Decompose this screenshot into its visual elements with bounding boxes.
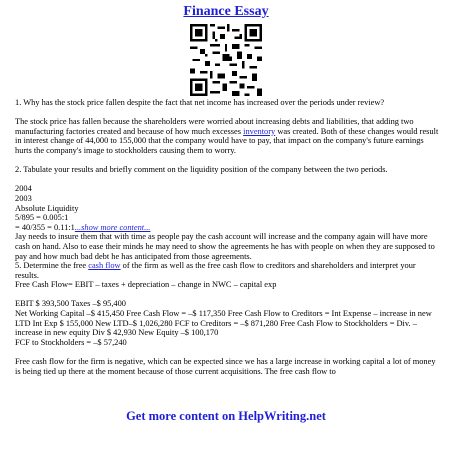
calculation-block: Net Working Capital –$ 415,450 Free Cash Flow = –$ 117,350 Free Cash Flow to Creditors = Int Expense – increase in new LTD Int Exp $ 155,000 New LTD–$ 1,026,280 FCF to Creditors = –$ 871,280 Free Cash Flow to Stockholders = Div. – increase in new equity Div $ 42,930 New Equity –$ 100,170 xyxy=(15,309,432,338)
question-5 xyxy=(15,261,439,280)
year-2004: 2004 xyxy=(15,184,32,194)
ratio-2004: 5/895 = 0.005:1 xyxy=(15,213,69,223)
answer-1-text-cont: was created. Both of these changes would result in interest change of 44,000 to 155,000 that the company would have to pay, that impact on the company's future earnings hurts the company's image to stockholders causing them to worry. xyxy=(15,126,439,155)
question-2: 2. Tabulate your results and briefly comment on the liquidity position of the company between the two periods. xyxy=(15,165,388,175)
title-link[interactable]: Finance Essay xyxy=(183,4,269,19)
paragraph-jay: Jay needs to insure them that with time as people pay the cash account will increase and the company again will have more cash on hand. Also to ease their minds he may need to show the agreements he has with people on when they are supposed to pay and how much bad debt he has anticipated from those agreements. xyxy=(15,232,435,261)
year-2003: 2003 xyxy=(15,193,32,203)
question-1: 1. Why has the stock price fallen despite the fact that net income has increased over the periods under review? xyxy=(15,98,385,107)
fcf-stockholders: FCF to Stockholders = –$ 57,240 xyxy=(15,337,127,347)
inventory-link[interactable]: inventory xyxy=(243,126,276,136)
page-title xyxy=(0,4,452,20)
answer-1-text: The stock price has fallen because the shareholders were worried about increasing debts and liabilities, that adding two manufacturing factories created and because of how much excesses xyxy=(15,117,414,136)
absolute-liquidity-label: Absolute Liquidity xyxy=(15,203,79,213)
qr-code-icon xyxy=(190,24,262,96)
ratio-2003-text: = 40/355 = 0.11:1 xyxy=(15,222,75,232)
ebit-line: EBIT $ 393,500 Taxes –$ 95,400 xyxy=(15,299,126,309)
question-5-text: 5. Determine the free xyxy=(15,261,89,271)
ratio-2003 xyxy=(15,223,439,233)
question-5-text-cont: of the firm as well as the free cash flow to creditors and shareholders and interpret your results. xyxy=(15,261,416,280)
essay-body xyxy=(15,98,439,376)
answer-1 xyxy=(15,117,439,155)
footer-link[interactable]: Get more content on HelpWriting.net xyxy=(126,409,326,423)
final-paragraph: Free cash flow for the firm is negative, which can be expected since we has a large increase in working capital a lot of money is being tied up there at the moment because of those current acquisitions. The free cash flow to xyxy=(15,357,436,376)
cash-flow-link[interactable]: cash flow xyxy=(88,261,121,271)
fcf-formula: Free Cash Flow= EBIT – taxes + depreciation – change in NWC – capital exp xyxy=(15,280,277,290)
show-more-link[interactable]: ...show more content... xyxy=(74,222,151,232)
footer xyxy=(0,409,452,424)
